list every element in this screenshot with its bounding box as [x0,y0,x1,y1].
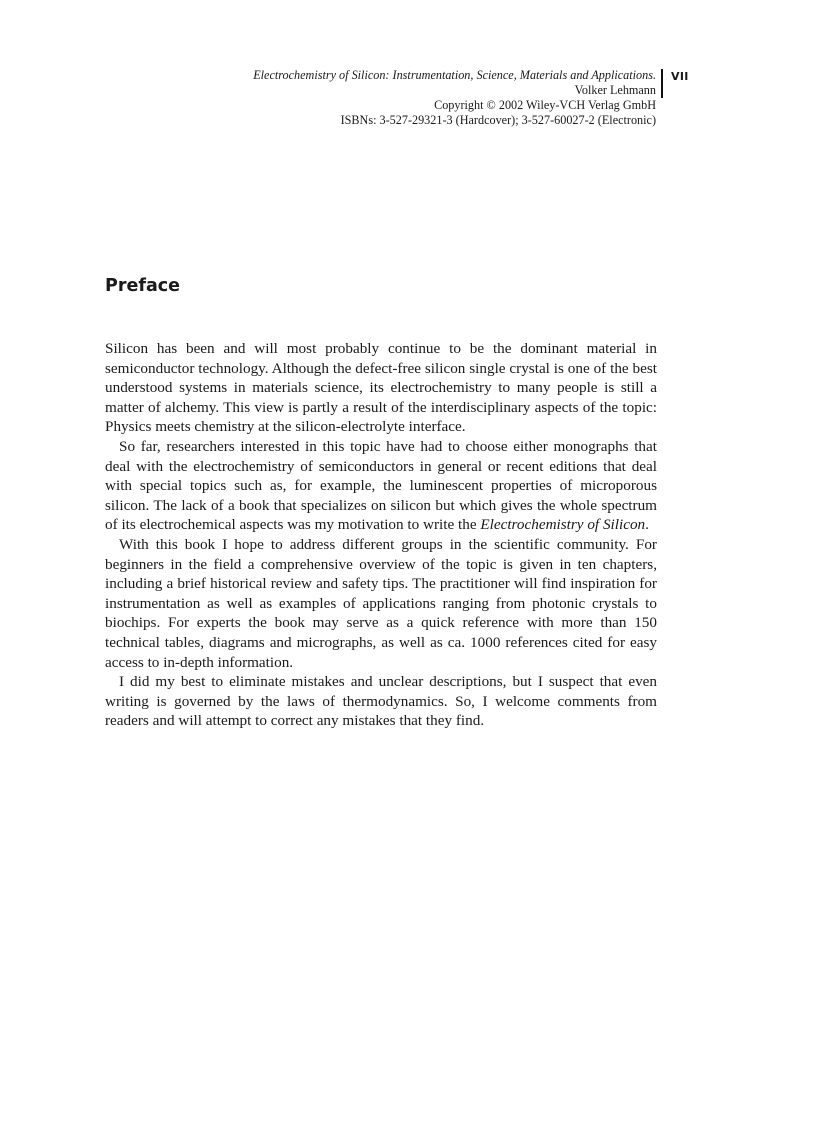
isbn-line: ISBNs: 3-527-29321-3 (Hardcover); 3-527-60027-2 (Electronic) [340,113,656,127]
section-heading: Preface [105,276,180,296]
running-header [156,68,656,128]
paragraph-3: With this book I hope to address different groups in the scientific community. For beginners in the field a comprehensive overview of the topic is given in ten chapters, including a brief historical review and safety tips. The practitioner will find inspiration for instrumentation as well as examples of applications ranging from photonic crystals to biochips. For experts the book may serve as a quick reference with more than 150 technical tables, diagrams and micrographs, as well as ca. 1000 references cited for easy access to in-depth information. [105,535,657,671]
paragraph-2 [105,437,657,535]
book-title-reference: Electrochemistry of Silicon [480,516,646,534]
paragraph-2-text: So far, researchers interested in this topic have had to choose either monographs that deal with the electrochemistry of semiconductors in general or recent editions that deal with special topics such as, for example, the luminescent properties of microporous silicon. The lack of a book that specializes on silicon but which gives the whole spectrum of its electrochemical aspects was my motivation to write the [105,437,657,534]
book-title: Electrochemistry of Silicon: Instrumentation, Science, Materials and Applications. [253,68,656,82]
page-number-divider [661,69,663,98]
paragraph-2-end: . [645,516,649,534]
paragraph-1: Silicon has been and will most probably continue to be the dominant material in semiconductor technology. Although the defect-free silicon single crystal is one of the best understood systems in materials science, its electrochemistry to many people is still a matter of alchemy. This view is partly a result of the interdisciplinary aspects of the topic: Physics meets chemistry at the silicon-electrolyte interface. [105,340,657,436]
copyright-line: Copyright © 2002 Wiley-VCH Verlag GmbH [434,98,656,112]
preface-body [105,339,657,731]
paragraph-4: I did my best to eliminate mistakes and unclear descriptions, but I suspect that even writing is governed by the laws of thermodynamics. So, I welcome comments from readers and will attempt to correct any mistakes that they find. [105,673,657,730]
author-line: Volker Lehmann [574,83,656,97]
page-number: VII [671,70,689,83]
